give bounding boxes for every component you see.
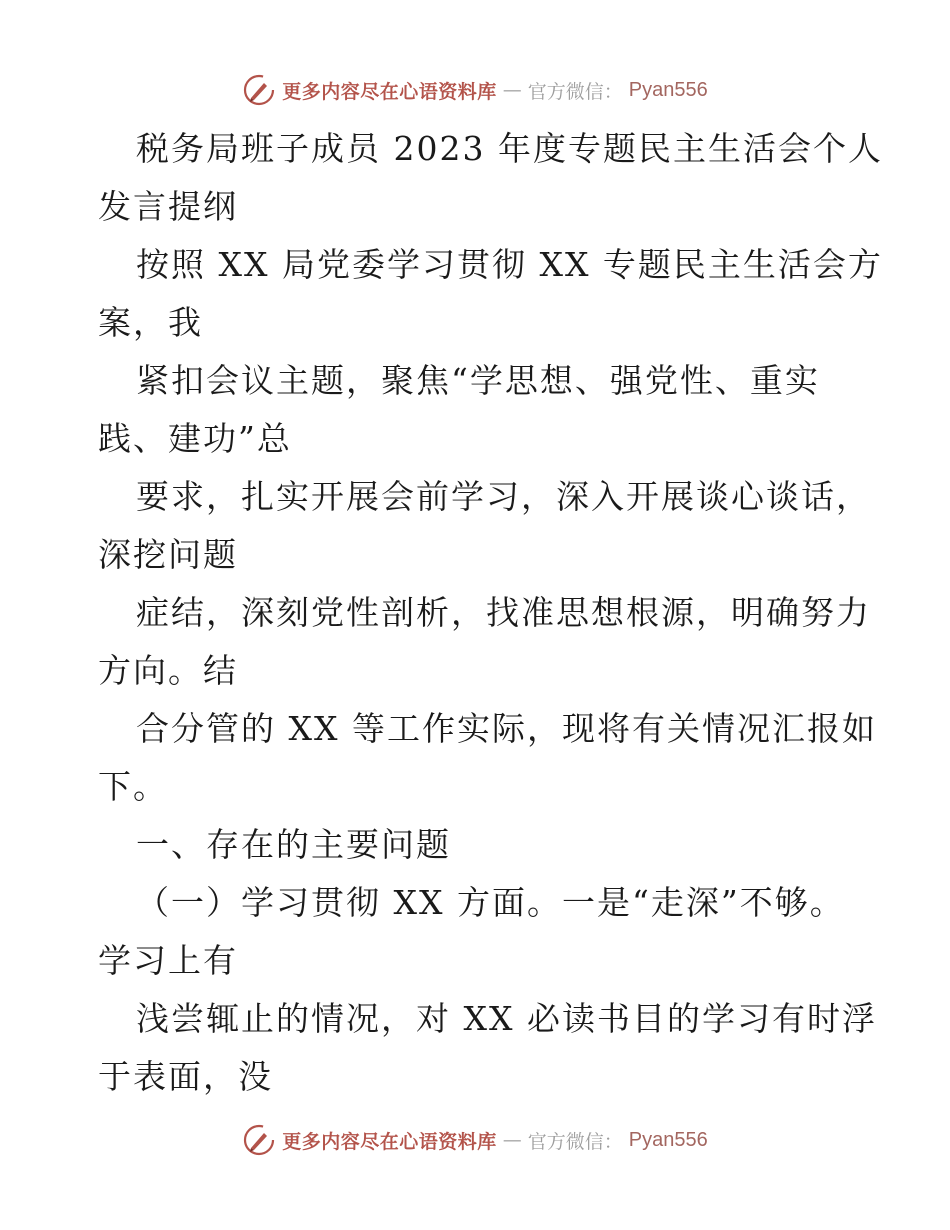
document-line: 深挖问题 [98, 535, 238, 574]
document-line: 学习上有 [98, 941, 238, 980]
document-line: 税务局班子成员 2023 年度专题民主生活会个人 [136, 129, 883, 168]
watermark-main-text: 更多内容尽在心语资料库 [282, 1130, 497, 1153]
watermark-wechat-id: Pyan556 [628, 78, 708, 101]
document-line: 方向。结 [98, 651, 238, 690]
watermark-separator: — [502, 79, 522, 101]
document-line: 浅尝辄止的情况，对 XX 必读书目的学习有时浮 [136, 999, 877, 1038]
document-body [98, 120, 898, 1106]
document-line: 践、建功”总 [98, 419, 292, 458]
document-line: 按照 XX 局党委学习贯彻 XX 专题民主生活会方 [136, 245, 883, 284]
watermark-separator: — [502, 1129, 522, 1151]
footer-watermark [0, 1120, 950, 1160]
document-line: 案，我 [98, 303, 203, 342]
document-line: 要求，扎实开展会前学习，深入开展谈心谈话， [136, 477, 871, 516]
document-line: 发言提纲 [98, 187, 238, 226]
document-line: 紧扣会议主题，聚焦“学思想、强党性、重实 [136, 361, 820, 400]
pen-logo-icon [242, 73, 276, 107]
document-line: 症结，深刻党性剖析，找准思想根源，明确努力 [136, 593, 871, 632]
document-line: （一）学习贯彻 XX 方面。一是“走深”不够。 [136, 883, 845, 922]
watermark-main-text: 更多内容尽在心语资料库 [282, 80, 497, 103]
watermark-wechat-label: 官方微信： [527, 1130, 623, 1153]
pen-logo-icon [242, 1123, 276, 1157]
header-watermark [0, 70, 950, 110]
document-line: 一、存在的主要问题 [136, 825, 451, 864]
document-line: 合分管的 XX 等工作实际，现将有关情况汇报如 [136, 709, 877, 748]
document-line: 下。 [98, 767, 168, 806]
watermark-wechat-label: 官方微信： [527, 80, 623, 103]
watermark-wechat-id: Pyan556 [628, 1128, 708, 1151]
document-line: 于表面，没 [98, 1057, 273, 1096]
